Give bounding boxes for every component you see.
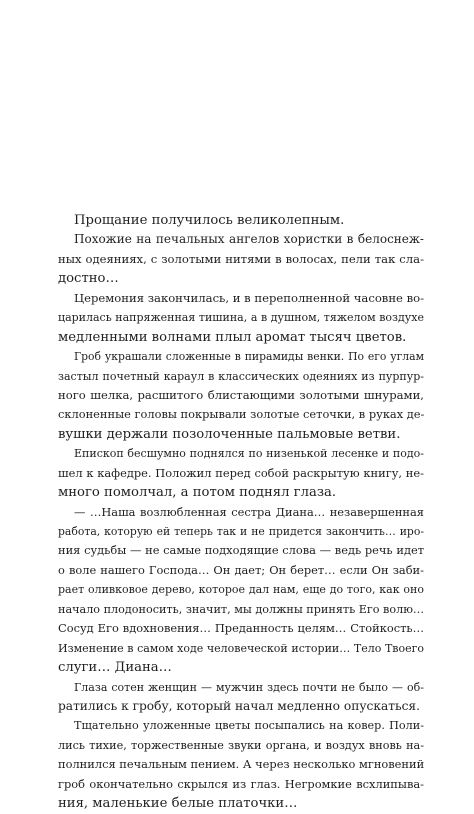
body-text [58,211,424,814]
paragraph [58,678,424,717]
text-line: Тщательно уложенные цветы посыпались на ковер. Поли- [74,719,424,733]
paragraph [58,289,424,347]
text-line: Похожие на печальных ангелов хористки в белоснеж- [74,232,424,247]
text-line: много помолчал, а потом поднял глаза. [58,485,337,501]
text-line: — …Наша возлюбленная сестра Диана… незавершенная [74,504,424,519]
text-line: Глаза сотен женщин — мужчин здесь почти не было — об- [74,680,424,694]
paragraph [58,503,424,678]
text-line: ных одеяниях, с золотыми нитями в волосах, пели так сла- [58,251,424,266]
text-line: царилась напряженная тишина, а в душном, тяжелом воздухе [58,311,424,325]
text-line: лись тихие, торжественные звуки органа, и воздух вновь на- [58,738,424,752]
text-line: медленными волнами плыл аромат тысяч цветов. [58,329,407,345]
text-line: ния судьбы — не самые подходящие слова — ведь речь идет [58,543,424,558]
paragraph [58,444,424,502]
text-line: Прощание получилось великолепным. [74,213,345,228]
text-line: слуги… Диана… [58,660,172,676]
text-line: Изменение в самом ходе человеческой истории… Тело Твоего [58,641,424,655]
text-line: работа, которую ей теперь так и не придется закончить… иро- [58,525,424,538]
text-line: ратились к гробу, который начал медленно опускаться. [58,698,420,713]
text-line: вушки держали позолоченные пальмовые ветви. [58,426,401,442]
text-line: застыл почетный караул в классических одеяниях из пурпур- [58,369,424,383]
text-line: шел к кафедре. Положил перед собой раскрытую книгу, не- [58,465,424,480]
text-line: склоненные головы покрывали золотые сеточки, в руках де- [58,407,424,422]
text-line: Церемония закончилась, и в переполненной часовне во- [74,290,424,305]
text-line: Епископ бесшумно поднялся по низенькой лесенке и подо- [74,447,424,461]
paragraph [58,230,424,288]
text-line: о воле нашего Господа… Он дает; Он берет… если Он заби- [58,562,424,577]
text-line: гроб окончательно скрылся из глаз. Негромкие всхлипыва- [58,776,424,791]
text-line: рает оливковое дерево, которое дал нам, еще до того, как оно [58,583,424,597]
text-line: полнился печальным пением. А через несколько мгновений [58,757,424,772]
text-line: ного шелка, расшитого блистающими золотыми шнурами, [58,387,424,402]
paragraph [58,347,424,444]
text-line: Гроб украшали сложенные в пирамиды венки. По его углам [74,350,424,364]
text-line: достно… [58,271,119,287]
paragraph [58,716,424,813]
paragraph [58,211,424,230]
text-line: ния, маленькие белые платочки… [58,796,298,812]
text-line: начало плодоносить, значит, мы должны принять Его волю… [58,602,424,616]
text-line: Сосуд Его вдохновения… Преданность целям… Стойкость… [58,621,424,636]
